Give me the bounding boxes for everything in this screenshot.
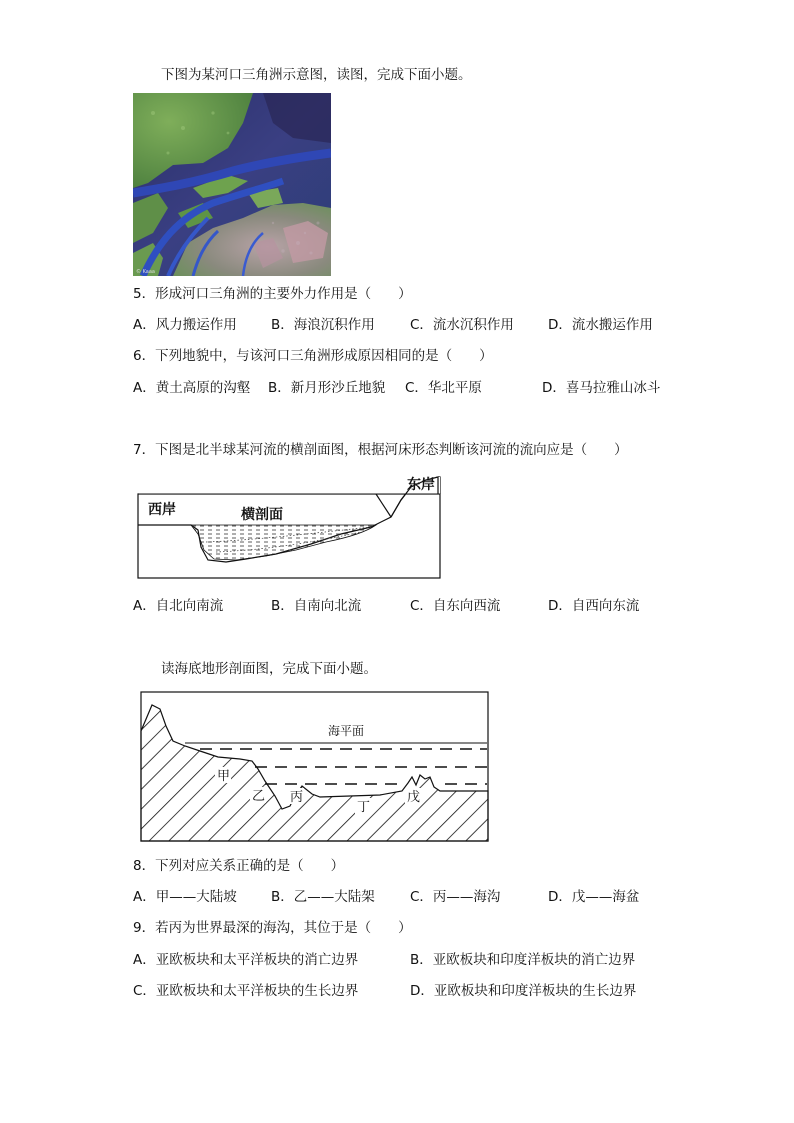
q9-option-d: D．亚欧板块和印度洋板块的生长边界 bbox=[410, 983, 637, 999]
q8-option-c: C．丙——海沟 bbox=[410, 889, 501, 905]
label-ding: 丁 bbox=[357, 800, 371, 815]
q7-option-c: C．自东向西流 bbox=[410, 598, 501, 614]
q6-option-d: D．喜马拉雅山冰斗 bbox=[542, 380, 661, 396]
q5-option-b: B．海浪沉积作用 bbox=[271, 317, 375, 333]
q7-option-b: B．自南向北流 bbox=[271, 598, 362, 614]
q9-stem: 9．若丙为世界最深的海沟，其位于是（ ） bbox=[133, 920, 412, 936]
sea-level-label: 海平面 bbox=[328, 724, 365, 738]
delta-satellite-image bbox=[133, 93, 331, 276]
intro-text-seabed: 读海底地形剖面图，完成下面小题。 bbox=[161, 661, 377, 677]
q6-option-b: B．新月形沙丘地貌 bbox=[268, 380, 386, 396]
intro-text-delta: 下图为某河口三角洲示意图，读图，完成下面小题。 bbox=[161, 67, 472, 83]
q5-option-d: D．流水搬运作用 bbox=[548, 317, 653, 333]
q8-option-a: A．甲——大陆坡 bbox=[133, 889, 237, 905]
q6-option-a: A．黄土高原的沟壑 bbox=[133, 380, 251, 396]
label-yi: 乙 bbox=[252, 789, 266, 804]
q8-stem: 8．下列对应关系正确的是（ ） bbox=[133, 858, 345, 874]
q7-option-d: D．自西向东流 bbox=[548, 598, 640, 614]
q5-stem: 5．形成河口三角洲的主要外力作用是（ ） bbox=[133, 286, 412, 302]
q7-stem: 7．下图是北半球某河流的横剖面图，根据河床形态判断该河流的流向应是（ ） bbox=[133, 442, 628, 458]
label-bing: 丙 bbox=[290, 790, 304, 805]
q9-option-c: C．亚欧板块和太平洋板块的生长边界 bbox=[133, 983, 359, 999]
q8-option-b: B．乙——大陆架 bbox=[271, 889, 375, 905]
seabed-profile-figure bbox=[140, 691, 490, 843]
q5-option-a: A．风力搬运作用 bbox=[133, 317, 237, 333]
q8-option-d: D．戊——海盆 bbox=[548, 889, 640, 905]
east-bank-label: 东岸 bbox=[407, 477, 435, 493]
label-wu: 戊 bbox=[407, 790, 421, 805]
q7-option-a: A．自北向南流 bbox=[133, 598, 224, 614]
q5-option-c: C．流水沉积作用 bbox=[410, 317, 514, 333]
q9-option-a: A．亚欧板块和太平洋板块的消亡边界 bbox=[133, 952, 359, 968]
q9-option-b: B．亚欧板块和印度洋板块的消亡边界 bbox=[410, 952, 636, 968]
river-cross-section-figure bbox=[136, 472, 442, 582]
q6-option-c: C．华北平原 bbox=[405, 380, 482, 396]
q6-stem: 6．下列地貌中，与该河口三角洲形成原因相同的是（ ） bbox=[133, 348, 493, 364]
cross-section-label: 横剖面 bbox=[241, 507, 283, 523]
label-jia: 甲 bbox=[217, 769, 231, 784]
satellite-caption: © Kaaa bbox=[136, 269, 155, 275]
west-bank-label: 西岸 bbox=[148, 502, 176, 518]
